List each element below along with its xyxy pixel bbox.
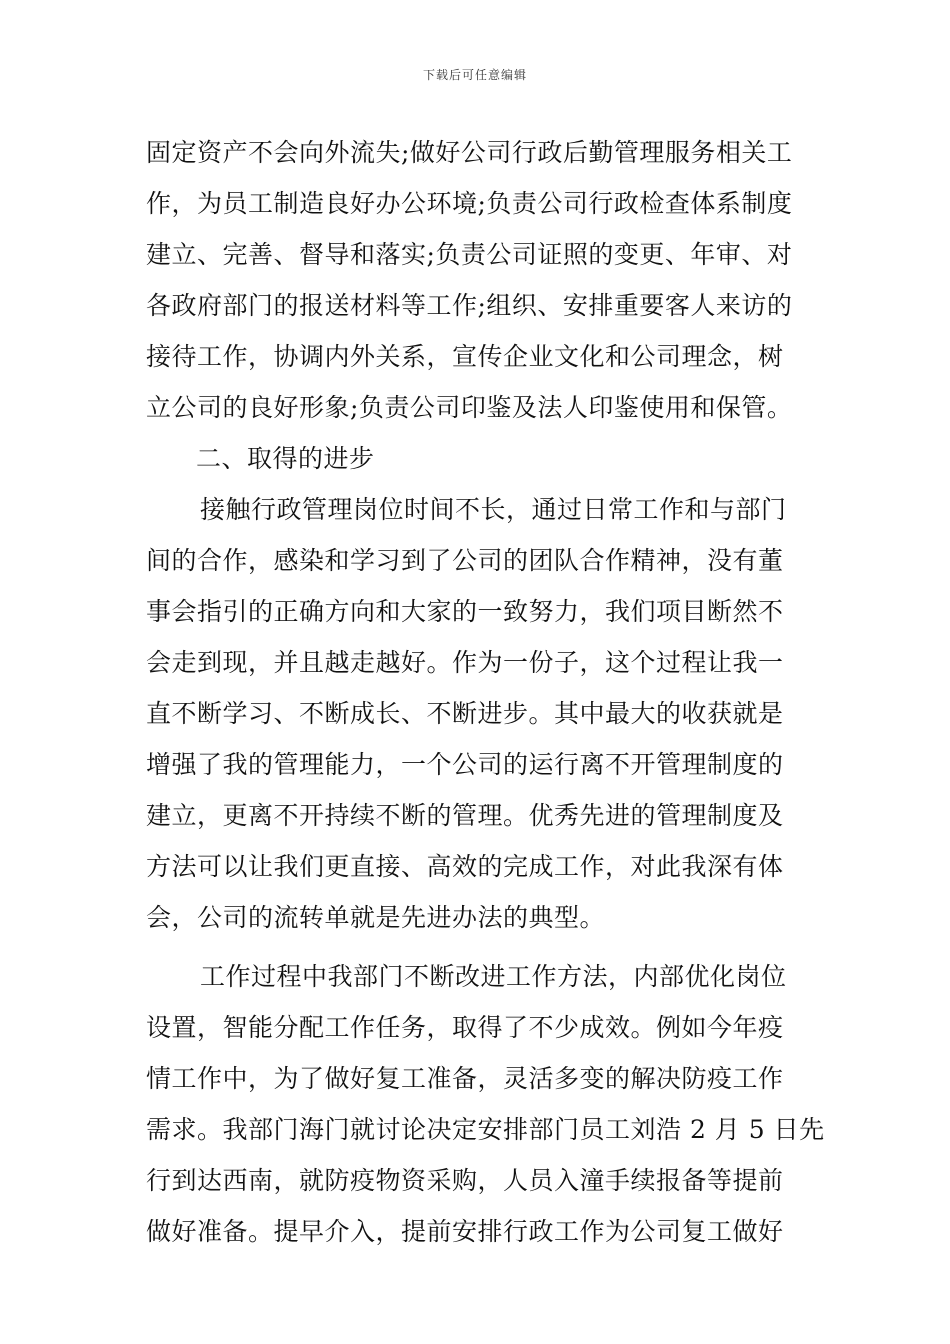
document-body [146, 127, 825, 1257]
text-line: 设置，智能分配工作任务，取得了不少成效。例如今年疫 [146, 1013, 784, 1042]
text-line: 立公司的良好形象;负责公司印鉴及法人印鉴使用和保管。 [146, 393, 793, 422]
text-line: 直不断学习、不断成长、不断进步。其中最大的收获就是 [146, 699, 784, 728]
text-line: 会，公司的流转单就是先进办法的典型。 [146, 903, 606, 932]
text-line: 作，为员工制造良好办公环境;负责公司行政检查体系制度 [146, 189, 793, 218]
text-line: 方法可以让我们更直接、高效的完成工作，对此我深有体 [146, 852, 784, 881]
text-line: 建立、完善、督导和落实;负责公司证照的变更、年审、对 [146, 240, 793, 269]
text-line: 会走到现，并且越走越好。作为一份子，这个过程让我一 [146, 648, 784, 677]
text-line: 接触行政管理岗位时间不长，通过日常工作和与部门 [200, 495, 787, 524]
text-line: 需求。我部门海门就讨论决定安排部门员工刘浩 2 月 5 日先 [146, 1115, 825, 1144]
text-line: 做好准备。提早介入，提前安排行政工作为公司复工做好 [146, 1217, 784, 1246]
text-line: 增强了我的管理能力，一个公司的运行离不开管理制度的 [146, 750, 784, 779]
paragraph-progress [146, 484, 808, 943]
text-line: 接待工作，协调内外关系，宣传企业文化和公司理念，树 [146, 342, 784, 371]
text-line: 工作过程中我部门不断改进工作方法，内部优化岗位 [200, 962, 787, 991]
text-line: 各政府部门的报送材料等工作;组织、安排重要客人来访的 [146, 291, 793, 320]
page-header-note: 下载后可任意编辑 [422, 68, 527, 82]
paragraph-work-process [146, 951, 825, 1257]
section-heading-progress [146, 433, 808, 484]
text-line: 间的合作，感染和学习到了公司的团队合作精神，没有董 [146, 546, 784, 575]
paragraph-spacer [146, 943, 808, 951]
text-line: 情工作中，为了做好复工准备，灵活多变的解决防疫工作 [146, 1064, 784, 1093]
section-heading: 二、取得的进步 [196, 444, 375, 473]
text-line: 建立，更离不开持续不断的管理。优秀先进的管理制度及 [146, 801, 784, 830]
paragraph-duties [146, 127, 808, 433]
text-line: 固定资产不会向外流失;做好公司行政后勤管理服务相关工 [146, 138, 793, 167]
text-line: 事会指引的正确方向和大家的一致努力，我们项目断然不 [146, 597, 784, 626]
text-line: 行到达西南，就防疫物资采购，人员入潼手续报备等提前 [146, 1166, 784, 1195]
